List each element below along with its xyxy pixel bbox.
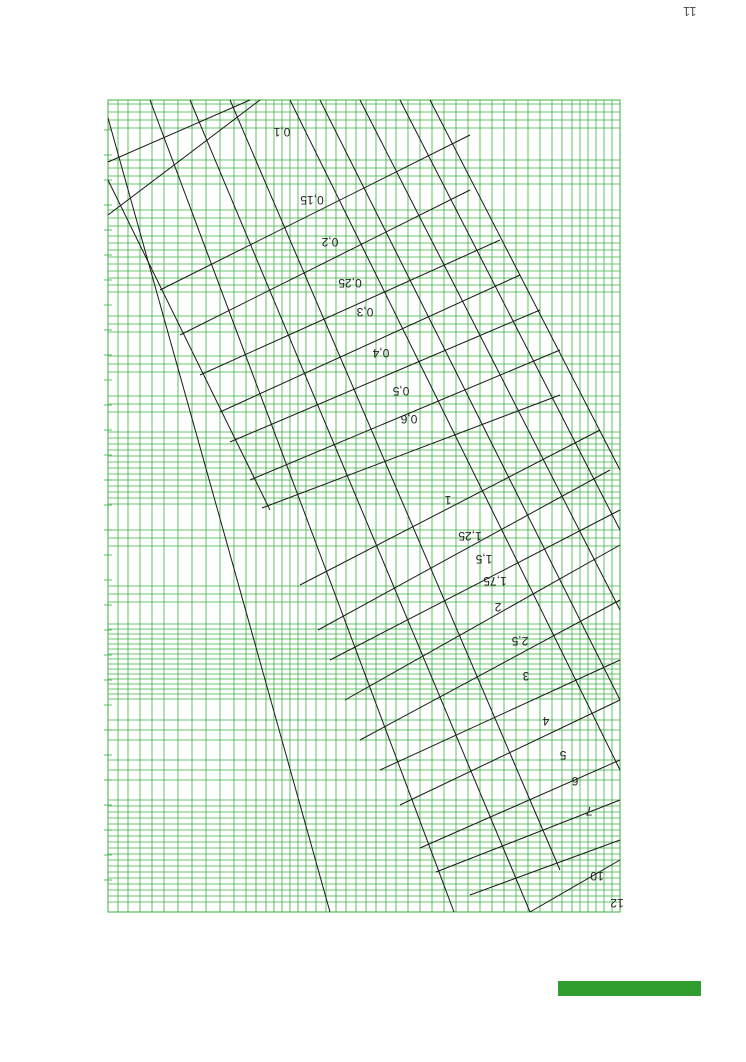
scale-label: 0,15 bbox=[300, 193, 324, 207]
grid-frame bbox=[108, 100, 620, 912]
scale-label: 3 bbox=[522, 669, 530, 683]
footer-green-bar bbox=[558, 981, 701, 996]
scale-label: 12 bbox=[610, 896, 624, 910]
scale-label: 1,75 bbox=[483, 574, 507, 588]
scale-label: 0,2 bbox=[321, 235, 339, 249]
scale-label: 1 bbox=[444, 493, 452, 507]
scale-label: 4 bbox=[542, 714, 550, 728]
scale-label: 10 bbox=[590, 869, 604, 883]
rung-guide-line bbox=[230, 310, 540, 442]
steep-guide-line bbox=[108, 118, 330, 912]
rung-guide-line bbox=[220, 275, 520, 412]
scale-label: 0,1 bbox=[273, 125, 291, 139]
scale-label: 5 bbox=[559, 748, 567, 762]
scale-label: 0,5 bbox=[392, 384, 410, 398]
rung-guide-line bbox=[108, 100, 250, 162]
rung-guide-line bbox=[200, 240, 500, 375]
scale-label: 7 bbox=[585, 804, 593, 818]
page-number: 11 bbox=[683, 4, 697, 19]
scale-label: 0,4 bbox=[372, 346, 390, 360]
scale-label: 1,25 bbox=[458, 529, 482, 543]
scale-label: 0,25 bbox=[338, 276, 362, 290]
rung-guide-line bbox=[160, 135, 470, 290]
green-grid bbox=[104, 100, 620, 912]
scale-label: 1,5 bbox=[475, 552, 493, 566]
scale-label: 0,3 bbox=[356, 305, 374, 319]
scale-label: 0,6 bbox=[400, 412, 418, 426]
rung-guide-line bbox=[318, 470, 610, 630]
rung-guide-line bbox=[420, 760, 620, 848]
rung-guide-line bbox=[108, 100, 260, 215]
rung-guide-line bbox=[380, 660, 620, 770]
steep-guide-line bbox=[190, 100, 530, 912]
rung-guide-line bbox=[400, 700, 620, 805]
scale-label: 2,5 bbox=[511, 634, 529, 648]
scale-label: 6 bbox=[571, 774, 579, 788]
black-guide-lines bbox=[108, 100, 620, 912]
scale-label: 2 bbox=[494, 600, 502, 614]
